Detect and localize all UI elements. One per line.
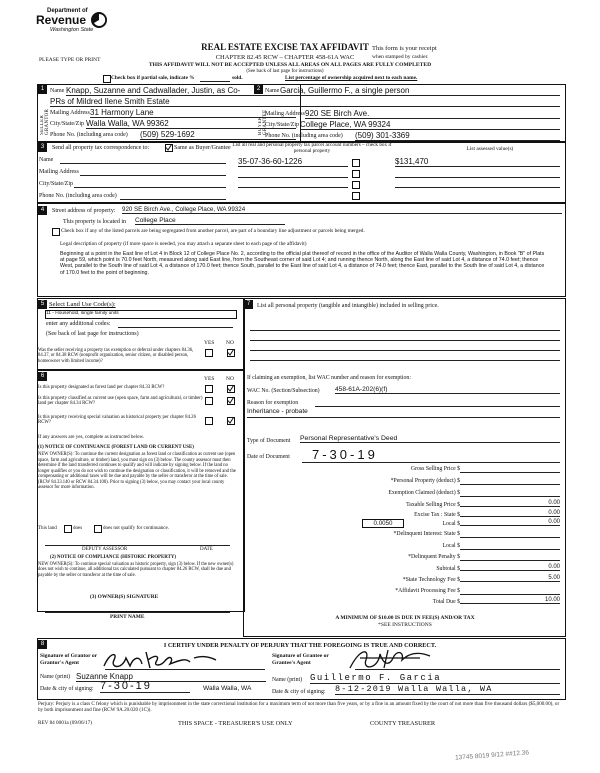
dor-logo (36, 8, 110, 48)
located-in-label: This property is located in (63, 219, 126, 225)
exemption-yes-checkbox[interactable] (205, 349, 213, 357)
seller-name-field[interactable]: Knapp, Suzanne and Cadwallader, Justin, as Co- (66, 86, 296, 96)
notice-compliance-title: (2) NOTICE OF COMPLIANCE (HISTORIC PROPERTY) (50, 555, 177, 560)
personal-property-line-3[interactable] (250, 350, 560, 351)
personal-property-line-1[interactable] (250, 330, 560, 331)
parcel-field-2[interactable] (238, 177, 348, 178)
this-land-label: This land (38, 526, 57, 531)
segregated-label: Check box if any of the listed parcels are being segregated from another parcel, are part of a boundary line adjustment or parcels being merged. (61, 228, 365, 234)
land-use-see-back: (See back of last page for instructions) (46, 331, 139, 337)
seller-name-field-2[interactable]: PRs of Mildred Ilene Smith Estate (50, 97, 296, 107)
local-rate-field[interactable]: 0.0050 (362, 519, 404, 528)
grantee-name-field[interactable]: Guillermo F. Garcia (310, 673, 560, 684)
current-use-no-check-icon (227, 397, 234, 404)
seller-name-label: Name (50, 88, 65, 94)
reason-label: Reason for exemption (247, 400, 299, 406)
buyer-mailing-field[interactable]: 920 SE Birch Ave. (305, 109, 560, 119)
processing-fee-field[interactable] (460, 594, 560, 595)
interest-state-label: *Delinquent Interest: State $ (393, 531, 460, 537)
buyer-city-label: City/State/Zip (265, 122, 299, 128)
parcel-personal-checkbox-4[interactable] (352, 192, 360, 200)
partial-sale-label: Check box if partial sale, indicate % (111, 75, 195, 81)
corr-mailing-label: Mailing Address (39, 169, 79, 175)
see-instructions-note: *SEE INSTRUCTIONS (378, 622, 432, 628)
buyer-side-label: BUYER GRANTEE (258, 109, 268, 135)
owner-signature-label: (3) OWNER(S) SIGNATURE (90, 594, 159, 600)
parcel-personal-checkbox-2[interactable] (352, 170, 360, 178)
section-number-2: 2 (254, 85, 263, 94)
processing-fee-label: *Affidavit Processing Fee $ (395, 588, 460, 594)
excise-state-label: Excise Tax : State $ (414, 512, 460, 518)
sec6-yes-header: YES (204, 376, 215, 382)
land-does-label: does (73, 526, 83, 531)
deputy-date-label: DATE (200, 547, 213, 552)
assessed-field-3[interactable] (395, 187, 560, 188)
form-warning: THIS AFFIDAVIT WILL NOT BE ACCEPTED UNLESS ALL AREAS ON ALL PAGES ARE FULLY COMPLETED (148, 62, 432, 68)
interest-local-field[interactable] (460, 549, 560, 550)
grantee-name-label: Name (print) (272, 677, 303, 683)
logo-line3: Washington State (50, 27, 94, 33)
corr-city-field[interactable] (74, 187, 226, 188)
personal-deduct-field[interactable] (460, 484, 560, 485)
excise-state-field[interactable]: 0.00 (460, 510, 560, 517)
personal-deduct-label: *Personal Property (deduct) $ (390, 478, 460, 484)
doc-date-label: Date of Document (247, 454, 290, 460)
grantor-date-label: Date & city of signing: (40, 686, 94, 692)
reason-value[interactable]: Inheritance - probate (247, 408, 308, 415)
logo-swirl-icon (90, 11, 108, 29)
seller-phone-field[interactable]: (509) 529-1692 (140, 130, 296, 140)
street-address-label: Street address of property: (52, 208, 116, 214)
grantee-signature-icon (340, 646, 440, 672)
corr-name-field[interactable] (60, 163, 226, 164)
assessed-header: List assessed value(s) (466, 146, 514, 152)
current-use-question: Is this property classified as current use (open space, farm and agricultural, or timber) land per chapter 84.34 RCW? (38, 396, 203, 407)
exemption-deduct-field[interactable] (460, 496, 560, 497)
personal-property-line-4[interactable] (250, 360, 560, 361)
grantee-date-field[interactable]: 8-12-2019 Walla Walla, WA (335, 684, 560, 695)
send-correspondence-label: Send all property tax correspondence to: (52, 145, 150, 151)
forest-land-question: Is this property designated as forest land per chapter 84.33 RCW? (38, 385, 165, 390)
land-does-not-label: does not qualify for continuance. (103, 526, 169, 531)
corr-name-label: Name (39, 157, 54, 163)
street-address-field[interactable]: 920 SE Birch Ave., College Place, WA 99324 (122, 206, 562, 214)
sec6-no-header: NO (226, 376, 234, 382)
certify-statement: I CERTIFY UNDER PENALTY OF PERJURY THAT THE FOREGOING IS TRUE AND CORRECT. (163, 642, 437, 649)
buyer-phone-field[interactable]: (509) 301-3369 (355, 131, 560, 141)
legal-description-label: Legal description of property (if more space is needed, you may attach a separate sheet to each page of the affidavit) (60, 241, 307, 247)
grantor-sig-label: Signature of Grantor or Grantor's Agent (40, 653, 98, 666)
subtotal-label: Subtotal $ (436, 566, 460, 572)
grantor-date-field[interactable]: 7-30-19 (100, 680, 190, 693)
recording-stamp: 13745 8019 9/12 ##12.36 (454, 749, 530, 762)
buyer-phone-label: Phone No. (including area code) (265, 133, 343, 139)
notice-continuance-title: (1) NOTICE OF CONTINUANCE (FOREST LAND OR CURRENT USE) (38, 445, 194, 450)
doc-date-field[interactable]: 7-30-19 (302, 447, 560, 463)
property-section (37, 202, 566, 297)
doc-type-field[interactable]: Personal Representative's Deed (300, 435, 560, 443)
segregated-checkbox[interactable] (52, 228, 60, 236)
total-due-label: Total Due $ (432, 599, 460, 605)
grantor-name-label: Name (print) (40, 674, 71, 680)
grantor-name-field[interactable]: Suzanne Knapp (76, 672, 266, 682)
receipt-note-2: when stamped by cashier. (372, 54, 429, 60)
local-field[interactable]: 0.00 (460, 519, 560, 526)
wac-label: WAC No. (Section/Subsection) (247, 388, 320, 394)
tech-fee-label: *State Technology Fee $ (402, 577, 460, 583)
gross-price-label: Gross Selling Price $ (410, 466, 460, 472)
please-type: PLEASE TYPE OR PRINT (39, 57, 101, 63)
historic-no-check-icon (227, 417, 234, 424)
parcel-field-3[interactable] (238, 187, 348, 188)
logo-line1: Department of (47, 8, 88, 14)
section-number-5: 5 (38, 300, 47, 309)
form-chapter: CHAPTER 82.45 RCW – CHAPTER 458-61A WAC (215, 54, 355, 61)
land-does-not-checkbox[interactable] (94, 525, 102, 533)
section-number-8: 8 (38, 640, 47, 649)
exemption-deduct-label: Exemption Claimed (deduct) $ (388, 490, 460, 496)
logo-line2: Revenue (36, 13, 87, 27)
personal-property-label: List all personal property (tangible and intangible) included in selling price. (257, 303, 439, 309)
form-see-back: (See back of last page for instructions) (246, 69, 324, 74)
legal-description-field[interactable]: Beginning at a point in the East line of Lot 4 in Block 12 of College Place No. 2, according to the official plat thereof of record in the office of the Auditor of Walla Walla County, Washington, in Book "B" of Plats at page 59, which point is 70.0 feet North, measured along said East line, from the Southeast corner of said Lot 4; and running thence North, along the East line of said Lot 4, a distance of 74.0 feet; thence West, parallel to the South line of said Lot 4, a distance of 170.0 feet; thence South, parallel to the East line of said Lot 4, a distance of 74.0 feet; thence East, parallel to the South line of said Lot 4, a distance of 170.0 feet to the point of beginning. (60, 251, 545, 276)
print-name-label: PRINT NAME (110, 614, 145, 620)
deputy-assessor-label: DEPUTY ASSESSOR (82, 547, 128, 552)
land-use-label: Select Land Use Code(s): (49, 301, 116, 308)
seller-phone-label: Phone No. (including area code) (50, 132, 128, 138)
receipt-note-1: This form is your receipt (372, 45, 437, 52)
partial-sale-sold: sold. (232, 75, 243, 81)
deputy-assessor-line[interactable] (45, 545, 230, 546)
grantor-signature-icon (100, 648, 220, 672)
county-treasurer-label: COUNTY TREASURER (370, 720, 436, 727)
grantor-city-field[interactable]: Walla Walla, WA (203, 685, 252, 692)
historic-yes-checkbox[interactable] (205, 417, 213, 425)
buyer-name-field-2[interactable] (265, 106, 560, 107)
buyer-name-field[interactable]: Garcia, Guillermo F., a single person (280, 86, 560, 96)
section-number-3: 3 (38, 143, 47, 152)
exemption-no-check-icon (227, 349, 234, 356)
personal-property-line-2[interactable] (250, 340, 560, 341)
parcel-personal-checkbox-1[interactable] (352, 159, 360, 167)
seller-city-field[interactable]: Walla Walla, WA 99362 (86, 119, 296, 129)
exemption-claim-label: If claiming an exemption, list WAC number and reason for exemption: (247, 375, 411, 381)
list-percentage-note: List percentage of ownership acquired next to each name. (285, 75, 418, 81)
historic-question: Is this property receiving special valuation as historical property per chapter 84.26 RCW? (38, 415, 196, 426)
section-number-6: 6 (38, 372, 47, 381)
exemption-question: Was the seller receiving a property tax exemption or deferral under chapters 84.36, 84.37, or 84.38 RCW (nonprofit organization, senior citizen, or disabled person, homeowner with limited income)? (38, 348, 194, 364)
form-title: REAL ESTATE EXCISE TAX AFFIDAVIT (201, 42, 369, 52)
taxable-price-label: Taxable Selling Price $ (406, 502, 460, 508)
local-label: Local $ (442, 521, 460, 527)
additional-codes-field[interactable] (118, 327, 233, 328)
partial-sale-pct-field[interactable] (200, 81, 230, 82)
section-number-7: 7 (244, 300, 253, 309)
notice-compliance-body: NEW OWNER(S): To continue special valuation as historic property, sign (3) below. If the new owner(s) does not wish to continue, all additional tax calculated pursuant to chapter 84.26 RCW, shall be due and payable by the seller or transferor at the time of sale. (38, 562, 234, 578)
land-use-select[interactable]: 11 - Household, single family units (45, 310, 237, 319)
current-use-yes-checkbox[interactable] (205, 397, 213, 405)
seller-city-label: City/State/Zip (50, 121, 84, 127)
parcel-field-1[interactable]: 35-07-36-60-1226 (238, 157, 348, 167)
buyer-name-label: Name (265, 88, 280, 94)
forest-yes-checkbox[interactable] (205, 385, 213, 393)
penalty-label: *Delinquent Penalty $ (408, 554, 460, 560)
wac-field[interactable]: 458-61A-202(6)(f) (335, 386, 560, 394)
treasurer-only-label: THIS SPACE - TREASURER'S USE ONLY (178, 720, 293, 727)
parcel-personal-checkbox-3[interactable] (352, 181, 360, 189)
interest-local-label: Local $ (442, 543, 460, 549)
assessed-field-2[interactable] (395, 177, 560, 178)
seller-side-label: SELLER GRANTOR (40, 108, 50, 135)
perjury-notice: Perjury: Perjury is a class C felony which is punishable by imprisonment in the state correctional institution for a maximum term of not more than five years, or by a fine in an amount fixed by the court of not more than five thousand dollars ($5,000.00), or by both imprisonment and fine (RCW 9A.20.020 (1C)). (38, 701, 560, 714)
section-number-4: 4 (38, 206, 47, 215)
grantee-date-label: Date & city of signing: (272, 689, 326, 695)
reason-field[interactable] (315, 406, 560, 407)
penalty-field[interactable] (460, 560, 560, 561)
corr-phone-field[interactable] (120, 199, 226, 200)
seller-mailing-field[interactable]: 31 Harmony Lane (90, 108, 296, 118)
section-number-1: 1 (38, 85, 47, 94)
seller-mailing-label: Mailing Address (50, 110, 90, 116)
tech-fee-field[interactable]: 5.00 (460, 575, 560, 582)
gross-price-field[interactable] (460, 472, 560, 473)
forest-no-check-icon (227, 385, 234, 392)
same-as-buyer-check-icon (165, 144, 172, 151)
taxable-price-field[interactable]: 0.00 (460, 500, 560, 507)
additional-codes-label: enter any additional codes: (46, 321, 111, 327)
corr-phone-label: Phone No. (including area code) (39, 193, 117, 199)
total-due-field[interactable]: 10.00 (460, 597, 560, 604)
assessed-field-1[interactable]: $131,470 (395, 157, 560, 167)
reason-field-2[interactable] (247, 417, 560, 418)
buyer-city-field[interactable]: College Place, WA 99324 (300, 120, 560, 130)
subtotal-field[interactable]: 0.00 (460, 564, 560, 571)
sec5-no-header: NO (226, 340, 234, 346)
corr-city-label: City/State/Zip (39, 181, 73, 187)
sec5-yes-header: YES (204, 340, 215, 346)
parcel-header: List all real and personal property tax parcel account numbers – check box if personal property (232, 142, 392, 154)
same-as-buyer-label: Same as Buyer/Grantee (174, 145, 231, 151)
grantee-sig-label: Signature of Grantee or Grantee's Agent (272, 653, 329, 666)
if-yes-instructions: If any answers are yes, complete as instructed below. (38, 435, 145, 440)
interest-state-field[interactable] (460, 537, 560, 538)
partial-sale-checkbox[interactable] (103, 75, 111, 83)
corr-mailing-field[interactable] (80, 175, 226, 176)
owner-signature-line[interactable] (45, 612, 230, 613)
notice-continuance-body: NEW OWNER(S): To continue the current designation as forest land or classification as current use (open space, farm and agriculture, or timber) land, you must sign on (3) below. The county assessor must then determine if the land transferred continues to qualify and will indicate by signing below. If the land no longer qualifies or you do not wish to continue the designation or classification, it will be removed and the compensating or additional taxes will be due and payable by the seller or transferor at the time of sale. (RCW 84.33.140 or RCW 84.34.108). Prior to signing (3) below, you may contact your local county assessor for more information. (38, 452, 236, 490)
buyer-mailing-label: Mailing Address (265, 111, 305, 117)
land-does-checkbox[interactable] (64, 525, 72, 533)
rev-number: REV 84 0001a (09/06/17) (38, 720, 92, 726)
located-in-field[interactable]: College Place (135, 217, 285, 225)
doc-type-label: Type of Document (247, 438, 291, 444)
minimum-fee-note: A MINIMUM OF $10.00 IS DUE IN FEE(S) AND/OR TAX (335, 615, 475, 621)
